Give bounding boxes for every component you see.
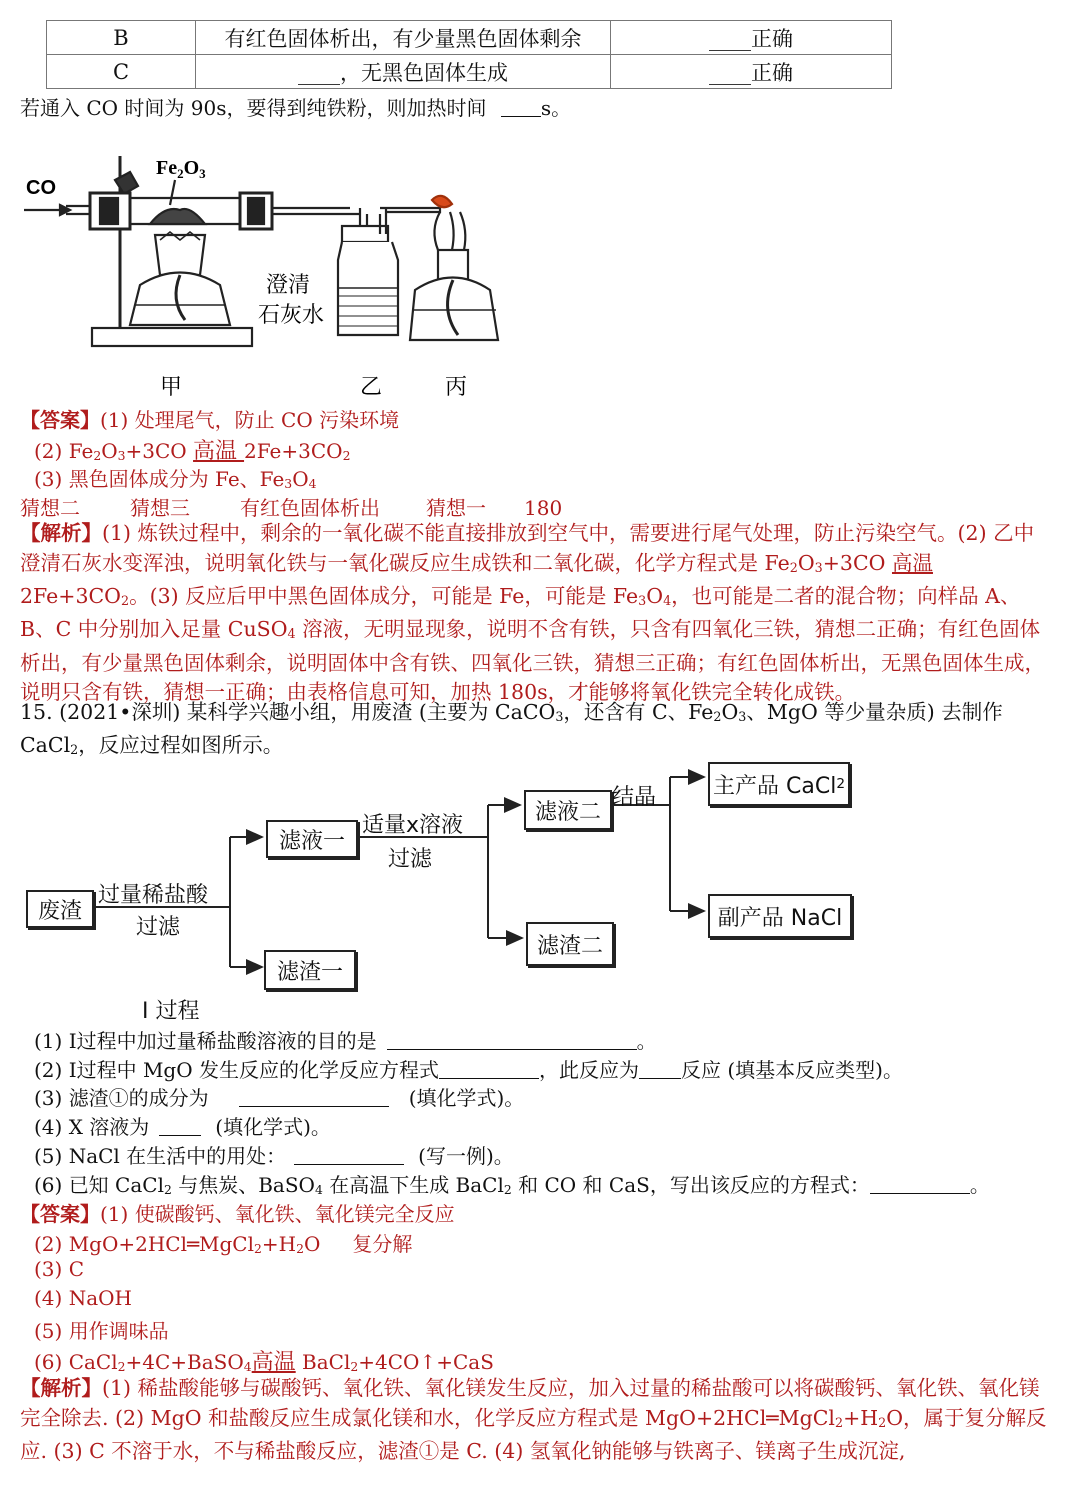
answer2-line5: (5) 用作调味品	[34, 1319, 169, 1343]
conclusion-text: 正确	[751, 60, 793, 85]
limewater-label-1: 澄清	[266, 273, 311, 298]
label-bing: 丙	[445, 375, 468, 400]
box-filtrate1: 滤液一	[266, 820, 358, 858]
limewater-label-2: 石灰水	[258, 303, 325, 328]
answer2-line3: (3) C	[34, 1257, 84, 1281]
answer2-line1: 【答案】(1) 使碳酸钙、氧化铁、氧化镁完全反应	[20, 1202, 455, 1226]
question-3: (3) 滤渣①的成分为 (填化学式)。	[34, 1086, 525, 1110]
table-cell-sample: B	[47, 21, 196, 55]
result-table	[46, 20, 892, 89]
question-2: (2) I过程中 MgO 发生反应的化学反应方程式 ，此反应为 反应 (填基本反应类型)。	[34, 1058, 903, 1082]
label-crystallize: 结晶	[612, 785, 657, 810]
table-cell-conclusion	[611, 21, 892, 55]
answer1-line2: (2) $Fe_2O_3+3CO$ 高温 $2Fe+3CO_2$	[34, 439, 351, 464]
blank: ____	[709, 26, 751, 51]
answer2-line6: (6) CaCl$_2$+4C+BaSO$_4$高温 BaCl$_2$+4CO↑+CaS	[34, 1350, 494, 1375]
label-filter-2: 过滤	[388, 847, 433, 872]
label-x-solution: 适量x溶液	[362, 813, 464, 838]
fe2o3-powder	[150, 209, 205, 224]
answer-blank	[439, 1058, 539, 1079]
answer-blank	[639, 1058, 681, 1079]
apparatus-diagram	[20, 150, 520, 405]
table-cell-sample: C	[47, 55, 196, 89]
phenomenon-text: ，无黑色固体生成	[340, 60, 508, 85]
box-residue1: 滤渣一	[264, 950, 356, 990]
co-label: CO	[26, 177, 56, 199]
answer-blank	[294, 1144, 404, 1165]
wick-holder	[438, 250, 468, 280]
question-1: (1) I过程中加过量稀盐酸溶液的目的是 。	[34, 1029, 657, 1053]
stand-base	[92, 328, 252, 346]
table-cell-phenomenon	[196, 55, 611, 89]
analysis2: 【解析】(1) 稀盐酸能够与碳酸钙、氧化铁、氧化镁发生反应，加入过量的稀盐酸可以将碳酸钙、氧化铁、氧化镁完全除去. (2) MgO 和盐酸反应生成氯化镁和水，化学反应方程式是 $MgO+2HCl═MgCl_2+H_2O$，属于复分解反应. (3) C 不溶于水，不与稀盐酸反应，滤渣①是 C. (4) 氢氧化钠能够与铁离子、镁离子生成沉淀,	[20, 1376, 1047, 1463]
table-row	[47, 21, 892, 55]
analysis1: 【解析】(1) 炼铁过程中，剩余的一氧化碳不能直接排放到空气中，需要进行尾气处理，防止污染空气。(2) 乙中澄清石灰水变浑浊，说明氧化铁与一氧化碳反应生成铁和二氧化碳，化学方程式是 $Fe_2O_3+3CO$ 高温$2Fe+3CO_2$。(3) 反应后甲中黑色固体成分，可能是 Fe，可能是 $Fe_3O_4$，也可能是二者的混合物；向样品 A、B、C 中分别加入足量 CuSO$_4$ 溶液，无明显现象，说明不含有铁，只含有四氧化三铁，猜想二正确；有红色固体析出，有少量黑色固体剩余，说明固体中含有铁、四氧化三铁，猜想三正确；有红色固体析出，无黑色固体生成，说明只含有铁，猜想一正确；由表格信息可知，加热 180s，才能够将氧化铁完全转化成铁。	[20, 521, 1045, 705]
answer1-line4: 猜想二 猜想三 有红色固体析出 猜想一 180	[20, 496, 563, 520]
answer2-line2: (2) $MgO+2HCl═MgCl_2+H_2O$ 复分解	[34, 1232, 413, 1256]
blank: ____	[298, 60, 340, 85]
box-waste: 废渣	[26, 890, 94, 928]
label-process: I 过程	[142, 999, 200, 1024]
label-acid: 过量稀盐酸	[98, 883, 209, 908]
question15: 15. (2021•深圳) 某科学兴趣小组，用废渣 (主要为 CaCO$_3$，还含有 C、$Fe_2O_3$、MgO 等少量杂质) 去制作 CaCl$_2$，反应过程如图所示。	[20, 700, 1003, 758]
table-cell-phenomenon: 有红色固体析出，有少量黑色固体剩余	[196, 21, 611, 55]
question-4: (4) X 溶液为 (填化学式)。	[34, 1115, 331, 1139]
question-6: (6) 已知 CaCl$_2$ 与焦炭、BaSO$_4$ 在高温下生成 BaCl$_2$ 和 CO 和 CaS，写出该反应的方程式： 。	[34, 1173, 990, 1197]
answer-blank	[159, 1115, 201, 1136]
question-line	[20, 92, 571, 121]
answer-blank	[501, 96, 541, 117]
fe2o3-label: $Fe_2O_3$	[156, 157, 206, 181]
answer-blank	[387, 1029, 637, 1050]
clamp	[115, 172, 138, 194]
box-residue2: 滤渣二	[526, 922, 614, 966]
answer2-line4: (4) NaOH	[34, 1286, 132, 1310]
question-text: 若通入 CO 时间为 90s，要得到纯铁粉，则加热时间	[20, 96, 487, 120]
conclusion-text: 正确	[751, 26, 793, 51]
alcohol-lamp-jia	[130, 273, 230, 326]
table-cell-conclusion	[611, 55, 892, 89]
question-5: (5) NaCl 在生活中的用处： (写一例)。	[34, 1144, 514, 1168]
blank: ____	[709, 60, 751, 85]
answer1-line3: (3) 黑色固体成分为 Fe、$Fe_3O_4$	[34, 467, 317, 491]
box-main-product: 主产品 CaCl 2	[708, 762, 850, 806]
label-filter-1: 过滤	[136, 915, 181, 940]
flame	[432, 196, 452, 207]
table-row	[47, 55, 892, 89]
answer-blank	[239, 1086, 389, 1107]
label-jia: 甲	[160, 375, 183, 400]
answer-blank	[870, 1173, 970, 1194]
box-filtrate2: 滤液二	[524, 790, 612, 830]
question-unit: s。	[540, 96, 572, 120]
label-yi: 乙	[360, 375, 383, 400]
box-by-product: 副产品 NaCl	[708, 894, 852, 938]
answer1-line1: 【答案】(1) 处理尾气，防止 CO 污染环境	[20, 408, 400, 432]
